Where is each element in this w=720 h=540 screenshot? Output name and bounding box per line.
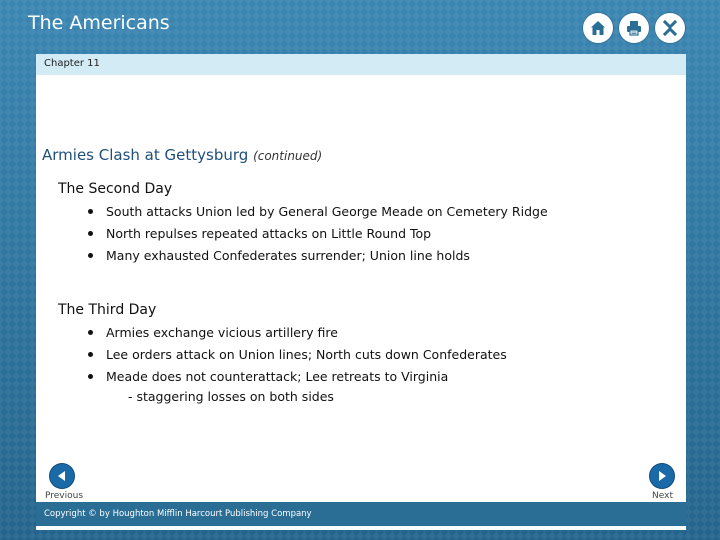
previous-label[interactable]: Previous xyxy=(45,491,84,501)
bullet-item: Lee orders attack on Union lines; North cuts down Confederates xyxy=(88,344,507,366)
bullet-item: North repulses repeated attacks on Little Round Top xyxy=(88,223,548,245)
previous-button[interactable] xyxy=(50,464,74,488)
section-heading-third-day: The Third Day xyxy=(58,302,157,318)
subnote: - staggering losses on both sides xyxy=(128,389,334,404)
footer-bar xyxy=(36,502,686,526)
print-icon xyxy=(625,19,643,37)
print-button[interactable] xyxy=(619,13,649,43)
arrow-left-icon xyxy=(55,469,69,483)
next-button[interactable] xyxy=(650,464,674,488)
copyright-text: Copyright © by Houghton Mifflin Harcourt Publishing Company xyxy=(44,509,312,519)
bullet-item: Meade does not counterattack; Lee retreats to Virginia xyxy=(88,366,507,388)
next-label[interactable]: Next xyxy=(652,491,673,501)
bullet-list-third-day xyxy=(88,322,507,388)
bullet-list-second-day xyxy=(88,201,548,267)
slide-title xyxy=(42,146,322,164)
header-toolbar xyxy=(583,13,685,43)
app-title: The Americans xyxy=(28,12,170,34)
bullet-item: Armies exchange vicious artillery fire xyxy=(88,322,507,344)
chapter-label: Chapter 11 xyxy=(44,58,100,69)
close-button[interactable] xyxy=(655,13,685,43)
slide-title-suffix: (continued) xyxy=(253,149,323,163)
home-icon xyxy=(589,19,607,37)
close-icon xyxy=(661,19,679,37)
section-heading-second-day: The Second Day xyxy=(58,181,173,197)
bullet-item: South attacks Union led by General George Meade on Cemetery Ridge xyxy=(88,201,548,223)
bullet-item: Many exhausted Confederates surrender; Union line holds xyxy=(88,245,548,267)
slide-frame xyxy=(36,54,686,530)
home-button[interactable] xyxy=(583,13,613,43)
chapter-bar xyxy=(36,54,686,75)
arrow-right-icon xyxy=(655,469,669,483)
slide-title-text: Armies Clash at Gettysburg xyxy=(42,146,249,164)
